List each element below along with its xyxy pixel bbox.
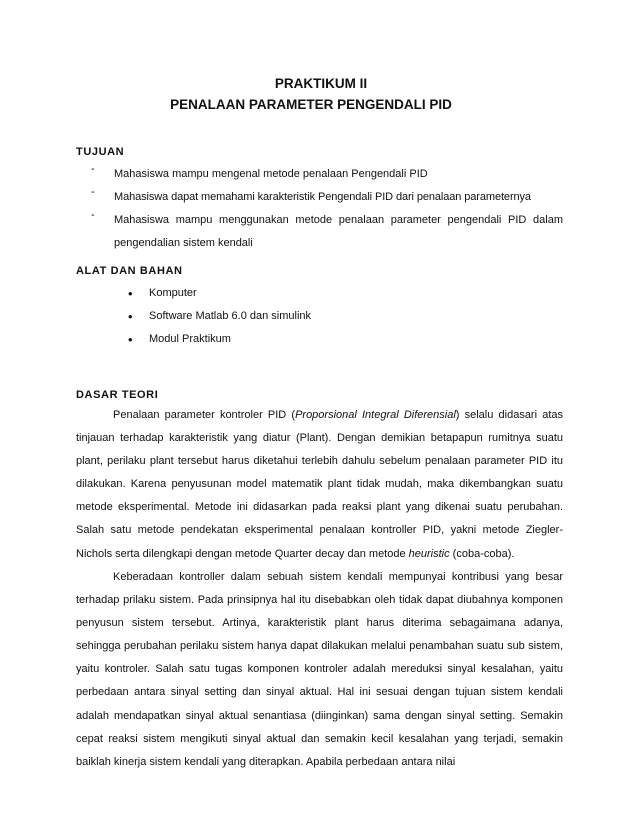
list-item-text: Software Matlab 6.0 dan simulink <box>149 310 312 322</box>
list-item <box>91 163 563 186</box>
list-item-text: Mahasiswa dapat memahami karakteristik Pengendali PID dari penalaan parameternya <box>114 191 531 203</box>
bullet-marker: • <box>128 286 133 301</box>
paragraph-1 <box>76 404 563 566</box>
paragraph-text: (coba-coba). <box>449 547 515 560</box>
paragraph-text: Penalaan parameter kontroler PID ( <box>113 409 296 421</box>
dash-marker: - <box>91 209 95 221</box>
dash-marker: - <box>91 163 95 175</box>
section-heading-alat: ALAT DAN BAHAN <box>76 265 183 277</box>
section-heading-tujuan: TUJUAN <box>76 146 125 158</box>
paragraph-italic-text: heuristic <box>408 547 450 560</box>
list-item <box>91 186 563 209</box>
bullet-marker: • <box>128 309 133 324</box>
list-item-text: Komputer <box>149 287 197 299</box>
section-heading-dasar-teori: DASAR TEORI <box>76 389 159 401</box>
list-item <box>91 209 563 255</box>
list-item <box>128 287 197 299</box>
document-title: PRAKTIKUM II <box>274 76 368 91</box>
list-item-text: Modul Praktikum <box>149 333 231 345</box>
list-item-text: Mahasiswa mampu menggunakan metode penalaan parameter pengendali PID dalam pengendalian sistem kendali <box>114 214 563 249</box>
dash-marker: - <box>91 186 95 198</box>
paragraph-italic-text: Proporsional Integral Diferensial <box>295 409 456 421</box>
bullet-marker: • <box>128 332 133 347</box>
paragraph-2: Keberadaan kontroller dalam sebuah sistem kendali mempunyai kontribusi yang besar terhadap prilaku sistem. Pada prinsipnya hal itu disebabkan oleh tidak dapat diubahnya komponen penyusun sistem tersebut. Artinya, karakteristik plant harus diterima sebagaimana adanya, sehingga perubahan perilaku sistem hanya dapat dilakukan melalui penambahan suatu sub sistem, yaitu kontroler. Salah satu tugas komponen kontroler adalah mereduksi sinyal kesalahan, yaitu perbedaan antara sinyal setting dan sinyal aktual. Hal ini sesuai dengan tujuan sistem kendali adalah mendapatkan sinyal aktual senantiasa (diinginkan) sama dengan sinyal setting. Semakin cepat reaksi sistem mengikuti sinyal aktual dan semakin kecil kesalahan yang terjadi, semakin baiklah kinerja sistem kendali yang diterapkan. Apabila perbedaan antara nilai <box>76 571 563 768</box>
paragraph-text: ) selalu didasari atas tinjauan terhadap karakteristik yang diatur (Plant). Dengan demikian betapapun rumitnya suatu plant, perilaku plant tersebut harus diketahui terlebih dahulu sebelum penalaan parameter PID itu dilakukan. Karena penyusunan model matematik plant tidak mudah, maka dikembangkan suatu metode eksperimental. Metode ini didasarkan pada reaksi plant yang dikenai suatu perubahan. Salah satu metode pendekatan eksperimental penalaan kontroller PID, yakni metode Ziegler-Nichols serta dilengkapi dengan metode Quarter decay dan metode <box>76 409 563 560</box>
document-subtitle: PENALAAN PARAMETER PENGENDALI PID <box>170 97 452 112</box>
list-item <box>128 333 231 345</box>
list-item <box>128 310 311 322</box>
list-item-text: Mahasiswa mampu mengenal metode penalaan Pengendali PID <box>114 168 428 180</box>
